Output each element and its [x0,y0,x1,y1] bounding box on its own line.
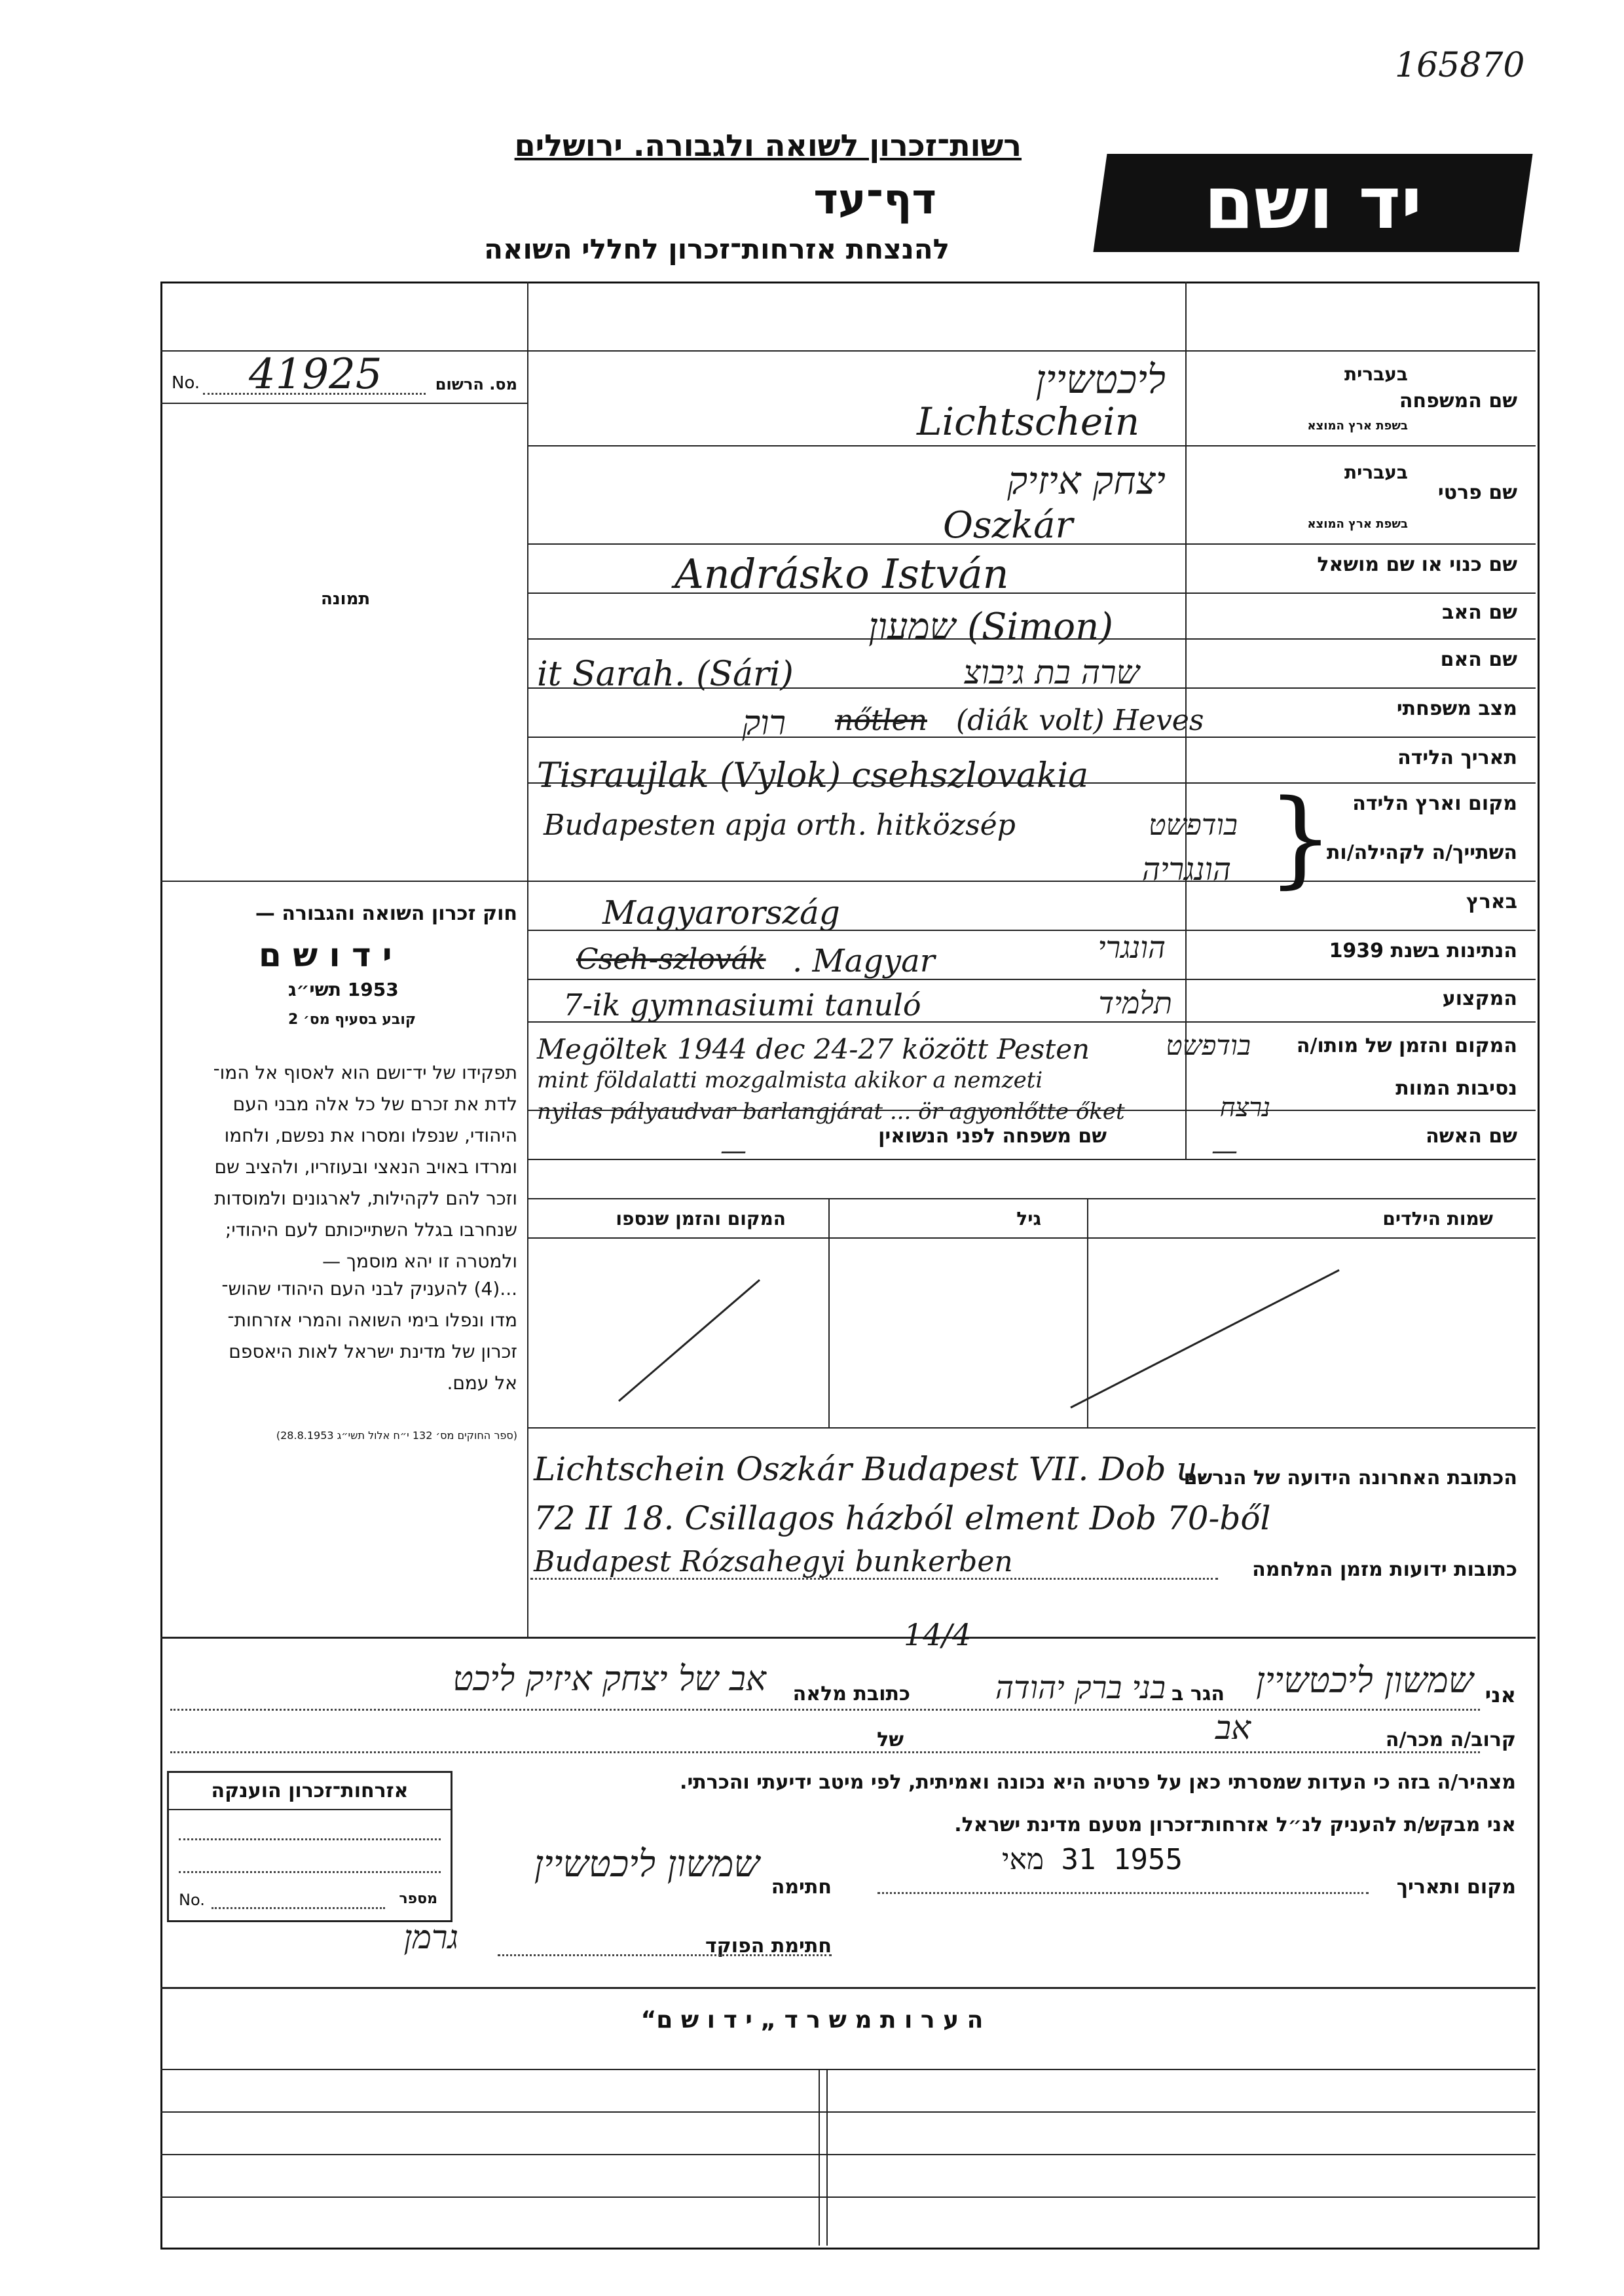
last-address-2: 72 II 18. Csillagos házból elment Dob 70-ből [534,1499,1271,1537]
label-maiden: שם משפחה לפני הנשואין [878,1125,1107,1148]
relative-label: קרוב/ה מכר/ה [1385,1728,1516,1751]
law-reference: (ספר החוקים מס׳ 132 י״ח אלול תשי״ג 28.8.1953) [276,1429,517,1442]
marital-origin: (diák volt) Heves [956,704,1204,737]
date-value: 1955 31 מאי [1002,1843,1183,1876]
statement-2: אני מבקש/ת להעניק לנ״ל אזרחות־זכרון מטעם מדינת ישראל. [954,1813,1516,1836]
nickname-value: Andrásko István [674,550,1009,598]
label-hebrew-2: בעברית [1344,462,1408,483]
left-column-divider [527,282,528,1637]
official-signature: גרמן [403,1918,458,1956]
family-name-hebrew: ליכטשיין [1035,357,1166,403]
reg-no-prefix: No. [172,373,200,393]
label-wife: שם האשה [1426,1125,1517,1148]
place-date-label: מקום ותאריך [1396,1876,1516,1899]
community-hebrew: בודפשט [1149,809,1238,842]
law-clause: קובע בסעיף מס׳ 2 [288,1011,416,1028]
label-family-name: שם המשפחה [1399,390,1517,412]
label-mother: שם האם [1440,648,1517,671]
decl-prefix: אני [1485,1683,1516,1707]
form-title: דף־עד [813,175,936,224]
notes-title: ה ע ר ו ת מ ש ר ד „ י ד ו ש ם“ [640,2007,984,2033]
family-name-origin: Lichtschein [917,399,1140,444]
photo-label: תמונה [321,589,371,609]
law-text: תפקידו של יד־ושם הוא לאסוף אל המו־ לדת את זכרם של כל אלה מבני העם היהודי, שנפלו ומסרו את נפשם, ולחמו ומרדו באויב הנאצי ובעוזריו, ולהציב שם וזכר להם לקהילות, לארגונים ולמוסדות שנחרבו בגלל השתייכותם לעם היהודי; ולמטרה זו יהא מוסמך — [213,1062,517,1272]
citizenship-struck: Cseh-szlovák [576,943,766,976]
mother-hebrew: שרה בת גיבוצ [963,653,1139,691]
decl-name: שמשון ליכטשיין [1256,1660,1473,1701]
citizenship-granted-box: אזרחות־זכרון הוענקה No. מספר [167,1771,452,1922]
label-death-circ: נסיבות המוות [1395,1077,1517,1100]
wife-dash: — [1211,1136,1238,1166]
last-address-1: Lichtschein Oszkár Budapest VII. Dob u. [534,1450,1208,1488]
label-profession: המקצוע [1442,987,1517,1010]
label-birth-date: תאריך הלידה [1397,746,1517,769]
marital-struck: nőtlen [835,704,927,737]
marital-hebrew: רוק [742,704,786,743]
label-place-time-died: המקום והזמן שנספו [616,1208,786,1230]
citizenship-origin: . Magyar [792,943,935,979]
label-children: שמות הילדים [1382,1208,1493,1230]
label-first-name: שם פרטי [1437,481,1517,504]
label-birth-place: מקום וארץ הלידה [1352,792,1517,815]
father-value: (Simon) שמעון [868,606,1113,648]
label-marital: מצב משפחתי [1396,697,1517,720]
label-hebrew-1: בעברית [1344,363,1408,385]
war-address: Budapest Rózsahegyi bunkerben [534,1545,1013,1578]
first-name-origin: Oszkár [943,504,1073,547]
law-name: י ד ו ש ם [259,936,392,974]
death-place-hebrew: בודפשט [1166,1029,1251,1061]
law-year: 1953 תשי״ג [288,979,399,1000]
of-label: של [877,1728,904,1751]
profession-hebrew: תלמיד [1098,985,1172,1021]
reference-number: 165870 [1395,46,1525,85]
birth-place-value: Tisraujlak (Vylok) csehszlovakia [537,756,1089,795]
law-text-2: ...(4) להעניק לבני העם היהודי שהוש־ מדו ונפלו בימי השואה והמרי אזרחות־ זכרון של מדינת ישראל לאות היאספם אל עמם. [221,1278,517,1394]
first-name-hebrew: יצחק איזיק [1007,458,1166,503]
decl-resides-label: הגר ב [1172,1683,1225,1705]
label-country: בארץ [1466,890,1517,913]
label-origin-2: בשפת ארץ המוצא [1307,517,1408,531]
country-origin: Magyarország [602,894,840,932]
community-origin: Budapesten apja orth. hitközsép [544,809,1016,842]
label-death-place: המקום והזמן של מותו/ה [1296,1034,1517,1057]
death-place-origin: Megöltek 1944 dec 24-27 között Pesten [537,1033,1090,1065]
decl-address: בני ברק יהודה [995,1669,1166,1706]
brace-mark: } [1267,776,1334,899]
statement-1: מצהיר/ה בזה כי העדות שמסרתי כאן על פרטיה היא נכונה ואמיתית, לפי מיטב ידיעתי והכרתי. [680,1771,1516,1794]
death-circ-1: mint földalatti mozgalmista akikor a nemzeti [537,1067,1043,1093]
law-title: חוק זכרון השואה והגבורה — [255,902,517,925]
label-last-address: הכתובת האחרונה הידועה של הנרשם [1183,1467,1517,1489]
official-signature-label: חתימת הפוקד [705,1935,832,1958]
death-circ-hebrew: נרצח [1219,1093,1270,1123]
decl-relation-note: אב של יצחק איזיק ליכט [452,1660,766,1699]
relative-value: אב [1215,1709,1251,1747]
maiden-dash: — [720,1136,747,1166]
label-age: גיל [1016,1208,1041,1230]
institution-title: רשות־זכרון לשואה ולגבורה. ירושלים [514,128,1022,163]
children-strike-lines [527,1237,1536,1427]
label-origin-1: בשפת ארץ המוצא [1307,419,1408,433]
death-circ-2: nyilas pályaudvar barlangjárat ... ör agyonlőtte őket [537,1099,1125,1125]
decl-extra-note: 14/4 [904,1617,972,1652]
label-father: שם האב [1442,601,1517,624]
label-war-addresses: כתובות ידועות מזמן המלחמה [1252,1558,1517,1581]
reg-number: 41925 [249,350,382,399]
decl-full-address-label: כתובת מלאה [792,1683,910,1705]
label-nickname: שם כנוי או שם מושאל [1317,553,1517,576]
reg-label: מס. הרשום [435,375,517,393]
citizenship-hebrew: הונגרי [1098,930,1166,965]
country-hebrew: הונגריה [1141,851,1231,888]
label-citizenship: הנתינות בשנת 1939 [1329,939,1517,962]
mother-origin: it Sarah. (Sári) [537,655,794,694]
form-subtitle: להנצחת אזרחות־זכרון לחללי השואה [484,233,950,265]
signature: שמשון ליכטשיין [534,1843,760,1886]
profession-origin: 7-ik gymnasiumi tanuló [563,987,921,1023]
signature-label: חתימה [771,1876,832,1899]
yad-vashem-logo: יד ושם [1093,154,1532,252]
label-community: השתייך/ה לקהילה/ות [1326,841,1517,864]
